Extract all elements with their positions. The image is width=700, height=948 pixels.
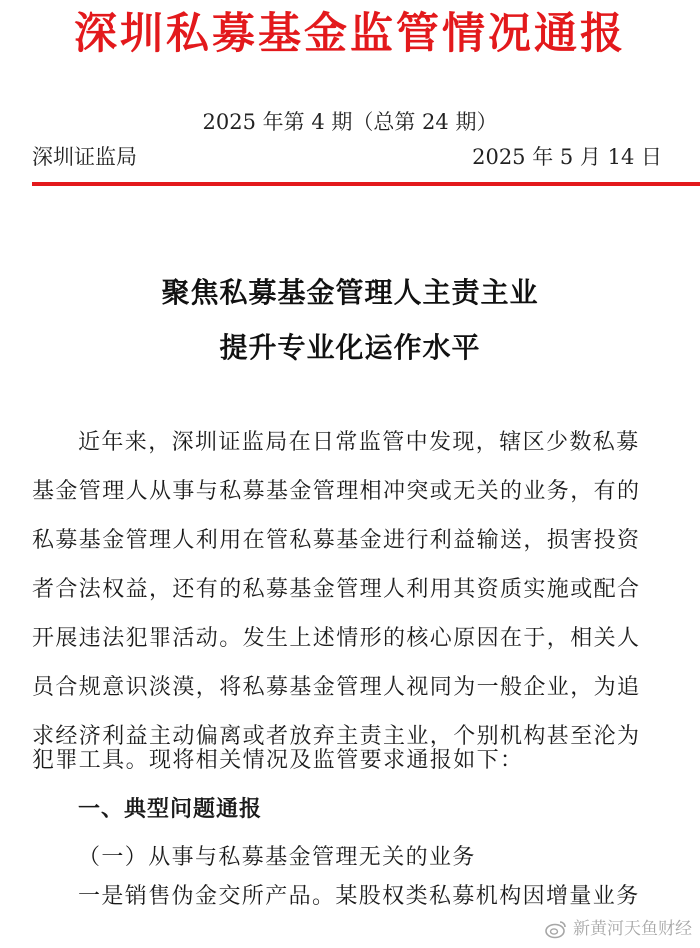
issuer-name: 深圳证监局 [32,145,137,169]
body-line: 基金管理人从事与私募基金管理相冲突或无关的业务，有的 [32,479,641,504]
subsection-heading: （一）从事与私募基金管理无关的业务 [78,845,476,870]
issue-date: 2025 年 5 月 14 日 [472,145,662,169]
body-line: 犯罪工具。现将相关情况及监管要求通报如下： [32,748,524,773]
document-meta-row [32,142,662,172]
body-line: 者合法权益，还有的私募基金管理人利用其资质实施或配合 [32,577,641,602]
body-line: 求经济利益主动偏离或者放弃主责主业，个别机构甚至沦为 [32,724,641,749]
watermark-text: 新黄河天鱼财经 [573,919,692,939]
red-divider-rule [32,182,700,186]
body-line: 私募基金管理人利用在管私募基金进行利益输送，损害投资 [32,528,641,553]
body-line: 员合规意识淡漠，将私募基金管理人视同为一般企业，为追 [32,675,641,700]
headline-line-1: 聚焦私募基金管理人主责主业 [161,276,539,309]
watermark [545,917,692,941]
body-line: 开展违法犯罪活动。发生上述情形的核心原因在于，相关人 [32,626,641,651]
body-line: 一是销售伪金交所产品。某股权类私募机构因增量业务 [78,884,640,909]
weibo-icon [545,919,567,939]
section-heading: 一、典型问题通报 [78,796,263,822]
headline-line-2: 提升专业化运作水平 [219,331,481,364]
issue-number: 2025 年第 4 期（总第 24 期） [202,110,498,134]
body-line: 近年来，深圳证监局在日常监管中发现，辖区少数私募 [78,430,640,455]
masthead-title: 深圳私募基金监管情况通报 [74,9,626,59]
